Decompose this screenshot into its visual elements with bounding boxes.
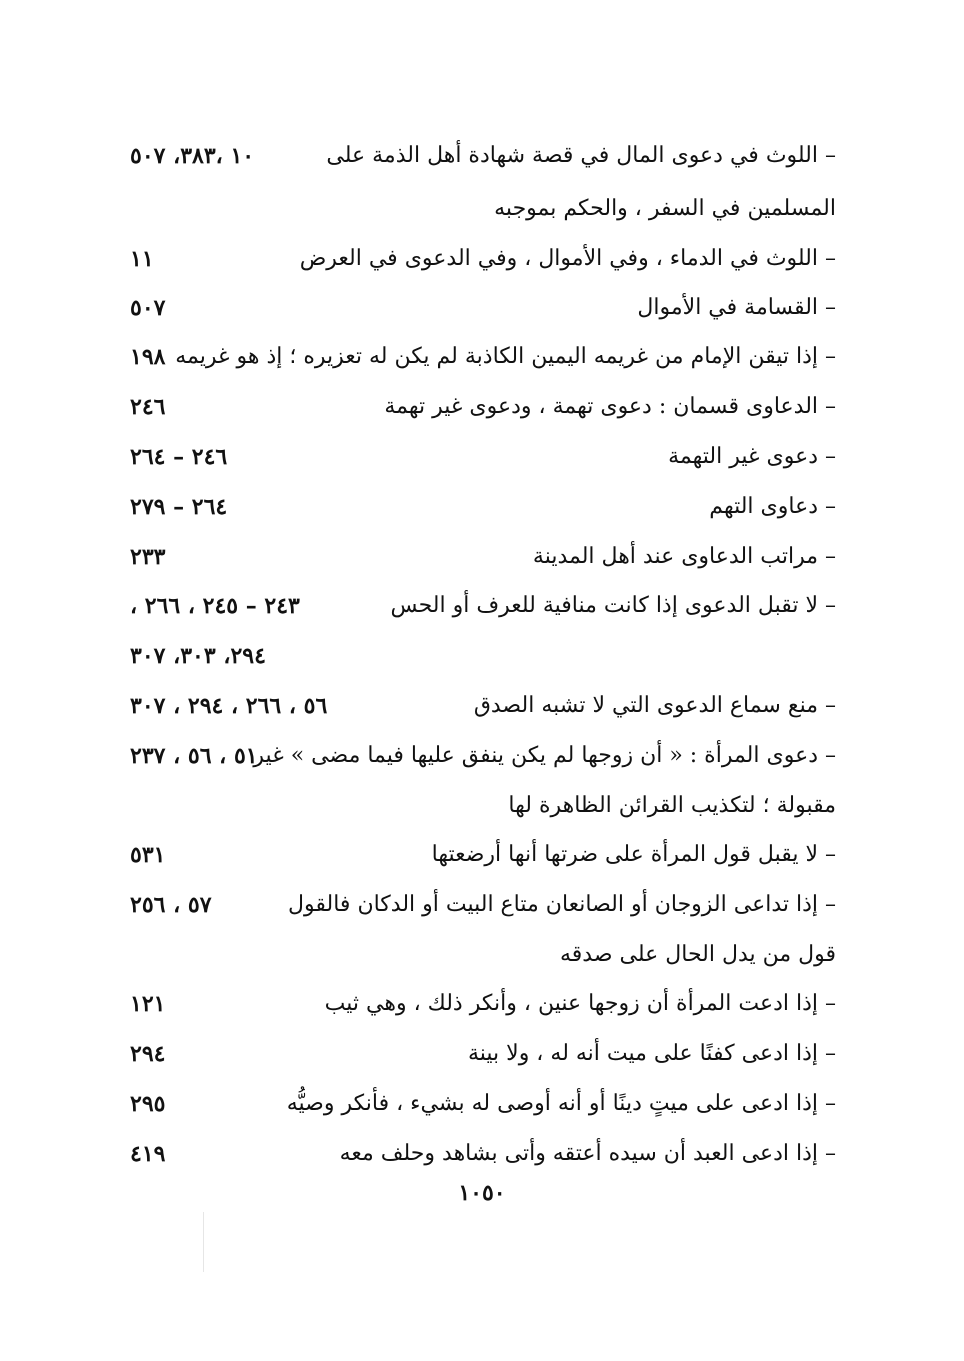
entry-pages: ٢٣٣: [130, 544, 166, 570]
index-entry: [120, 586, 836, 626]
page-number: ١٠٥٠: [458, 1180, 506, 1206]
index-entry-continuation: [120, 935, 836, 975]
index-entry-continuation: [120, 636, 836, 676]
entry-text: – مراتب الدعاوى عند أهل المدينة: [532, 544, 836, 569]
index-entry: [120, 487, 836, 527]
entry-text: – اللوث في دعوى المال في قصة شهادة أهل الذمة على: [326, 143, 836, 168]
scan-margin-line: [203, 1212, 204, 1272]
index-entry: [120, 1034, 836, 1074]
entry-pages: ٢٤٦: [130, 394, 166, 420]
entry-pages: ٥١ ، ٥٦ ، ٢٣٧: [130, 743, 258, 769]
entry-pages: ٢٩٤: [130, 1041, 166, 1067]
index-entry: [120, 337, 836, 377]
entry-text: – اللوث في الدماء ، وفي الأموال ، وفي الدعوى في العرض: [299, 246, 836, 271]
entry-text: – دعوى غير التهمة: [668, 444, 836, 469]
entry-text: – إذا ادعى على ميتٍ دينًا أو أنه أوصى له بشيء ، فأنكر وصيُّه: [286, 1091, 836, 1116]
entry-text: قول من يدل الحال على صدقه: [559, 942, 836, 967]
index-entry: [120, 387, 836, 427]
entry-text: المسلمين في السفر ، والحكم بموجبه: [494, 196, 836, 221]
entry-pages: ٥٧ ، ٢٥٦: [130, 892, 212, 918]
index-entry-continuation: [120, 189, 836, 229]
index-entry: [120, 835, 836, 875]
index-entry: [120, 537, 836, 577]
entry-pages: ١٢١: [130, 991, 166, 1017]
entry-pages: ٥٠٧: [130, 295, 166, 321]
entry-text: – إذا ادعى كفنًا على ميت أنه له ، ولا بينة: [467, 1041, 836, 1066]
index-entry: [120, 288, 836, 328]
entry-pages: ٢٤٦ – ٢٦٤: [130, 444, 228, 470]
entry-text: – دعوى المرأة : « أن زوجها لم يكن ينفق عليها فيما مضى » غير: [253, 743, 836, 768]
entry-pages: ٢٩٤، ٣٠٣، ٣٠٧: [130, 643, 266, 669]
entry-pages: ٤١٩: [130, 1141, 166, 1167]
index-entry-continuation: [120, 786, 836, 826]
entry-text: مقبولة ؛ لتكذيب القرائن الظاهرة لها: [508, 793, 836, 818]
index-entry: [120, 686, 836, 726]
entry-text: – إذا تداعى الزوجان أو الصانعان متاع البيت أو الدكان فالقول: [288, 892, 836, 917]
entry-pages: ١٠ ،٣٨٣، ٥٠٧: [130, 143, 255, 169]
entry-pages: ١٩٨: [130, 344, 166, 370]
index-entry: [120, 736, 836, 776]
entry-text: – لا تقبل الدعوى إذا كانت منافية للعرف أو الحس: [390, 593, 836, 618]
index-entry: [120, 984, 836, 1024]
entry-pages: ٥٦ ، ٢٦٦ ، ٢٩٤ ، ٣٠٧: [130, 693, 328, 719]
entry-text: – منع سماع الدعوى التي لا تشبه الصدق: [473, 693, 836, 718]
index-entry: [120, 1134, 836, 1174]
index-entry: [120, 1084, 836, 1124]
index-entry: [120, 239, 836, 279]
entry-pages: ٢٩٥: [130, 1091, 166, 1117]
entry-pages: ٥٣١: [130, 842, 166, 868]
entry-pages: ١١: [130, 246, 154, 272]
index-entry: [120, 885, 836, 925]
index-entry: [120, 136, 836, 176]
entry-text: – إذا ادعى العبد أن سيده أعتقه وأتى بشاهد وحلف معه: [339, 1141, 836, 1166]
index-entry: [120, 437, 836, 477]
entry-text: – القسامة في الأموال: [637, 295, 836, 320]
entry-text: – إذا ادعت المرأة أن زوجها عنين ، وأنكر ذلك ، وهي ثيب: [324, 991, 836, 1016]
entry-text: – الدعاوى قسمان : دعوى تهمة ، ودعوى غير تهمة: [384, 394, 836, 419]
entry-pages: ٢٦٤ – ٢٧٩: [130, 494, 228, 520]
entry-text: – لا يقبل قول المرأة على ضرتها أنها أرضعتها: [431, 842, 836, 867]
entry-text: – دعاوى التهم: [709, 494, 836, 519]
entry-text: – إذا تيقن الإمام من غريمه اليمين الكاذبة لم يكن له تعزيره ؛ إذ هو غريمه: [175, 344, 836, 369]
entry-pages: ٢٤٣ – ٢٤٥ ، ٢٦٦ ،: [130, 593, 300, 619]
